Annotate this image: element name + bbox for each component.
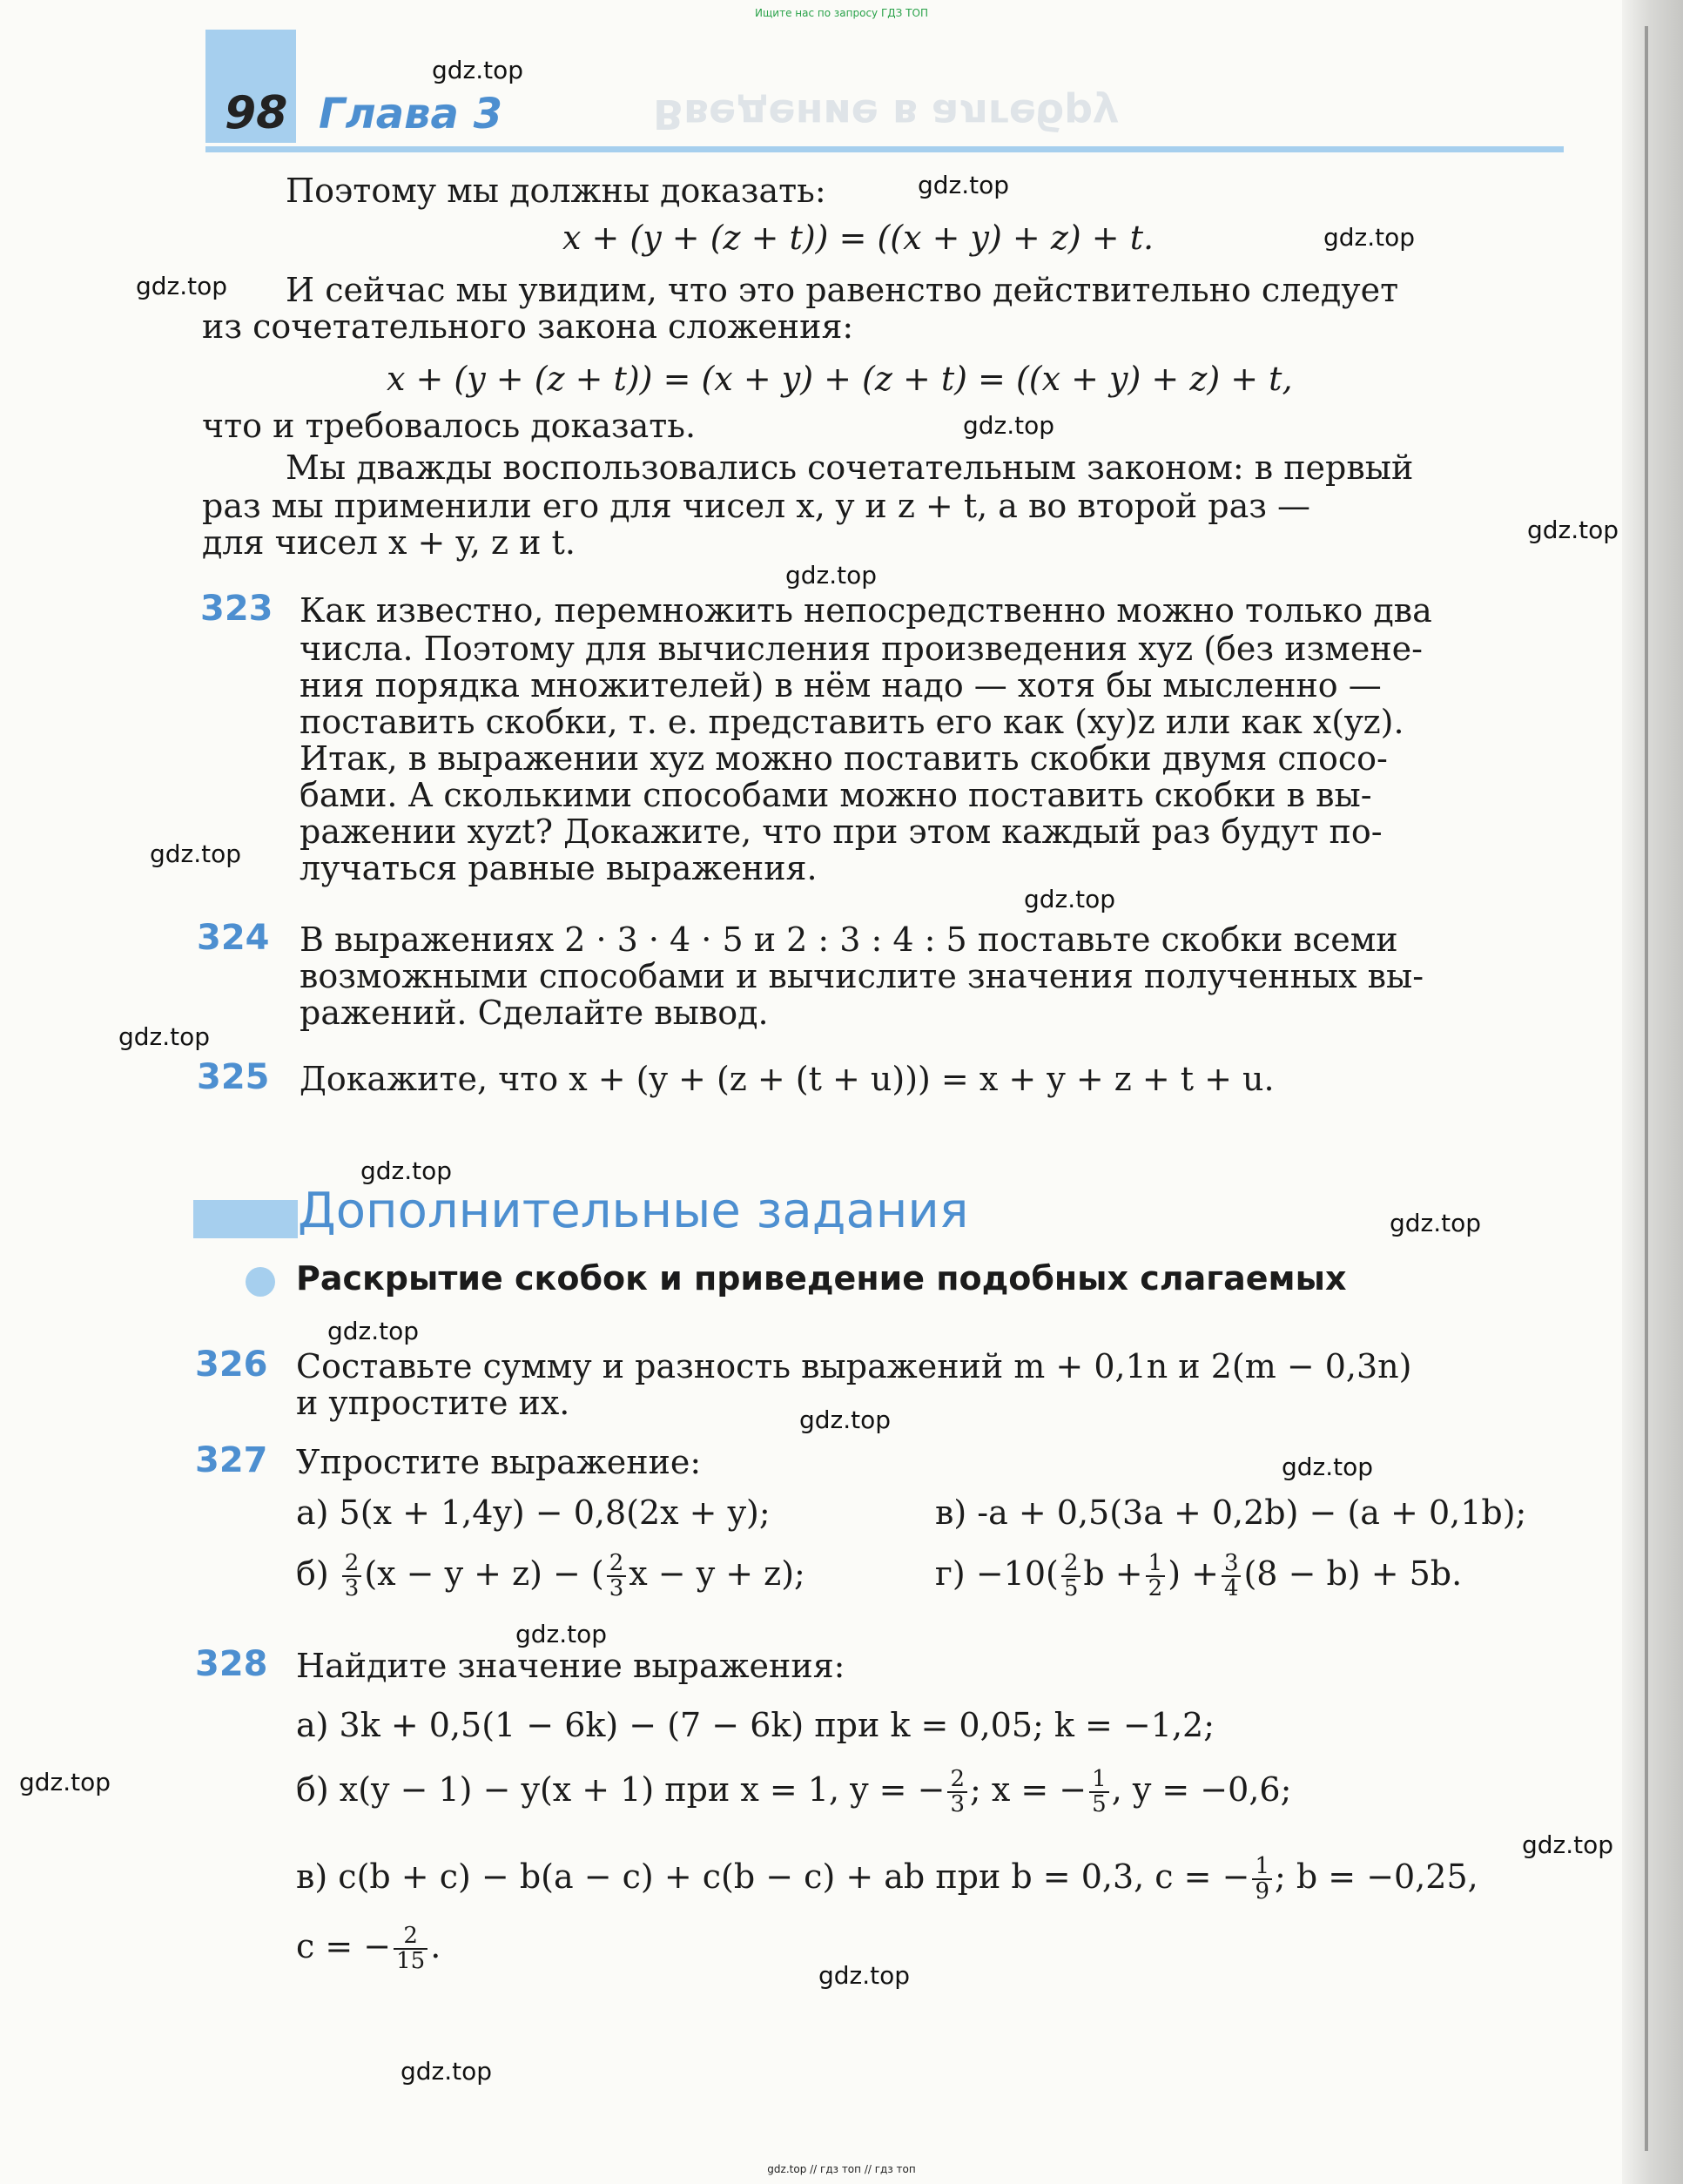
fraction: $\frac{3}{4}$ xyxy=(1222,1552,1242,1601)
text-line: лучаться равные выражения. xyxy=(300,849,818,887)
text-line: Итак, в выражении xyz можно поставить скобки двумя спосо- xyxy=(300,739,1388,778)
text-line: ражений. Сделайте вывод. xyxy=(300,994,769,1032)
watermark-label: gdz.top xyxy=(1323,223,1416,252)
exercise-v: в) c(b + c) − b(a − c) + c(b − c) + ab при b = 0,3, c = − $\frac{1}{9}$ ; b = −0,25, xyxy=(296,1853,1478,1905)
bottom-watermark: gdz.top // гдз топ // гдз топ xyxy=(767,2163,916,2175)
watermark-label: gdz.top xyxy=(1024,885,1116,913)
watermark-label: gdz.top xyxy=(1527,516,1619,544)
problem-number: 328 xyxy=(195,1644,268,1684)
exercise-v: в) -a + 0,5(3a + 0,2b) − (a + 0,1b); xyxy=(935,1493,1527,1532)
watermark-label: gdz.top xyxy=(799,1405,892,1434)
watermark-label: gdz.top xyxy=(401,2057,493,2086)
problem-number: 326 xyxy=(195,1345,268,1385)
text-line: Докажите, что x + (y + (z + (t + u))) = x + y + z + t + u. xyxy=(300,1060,1275,1098)
fraction: $\frac{2}{3}$ xyxy=(607,1552,627,1601)
text-line: раз мы применили его для чисел x, y и z + t, а во второй раз — xyxy=(202,487,1311,525)
text-line: числа. Поэтому для вычисления произведения xyz (без измене- xyxy=(300,630,1423,668)
watermark-label: gdz.top xyxy=(785,561,878,590)
exercise-g: г) −10( $\frac{2}{5}$ b + $\frac{1}{2}$ ) + $\frac{3}{4}$ (8 − b) + 5b. xyxy=(935,1550,1463,1602)
fraction: $\frac{1}{9}$ xyxy=(1252,1855,1272,1904)
chapter-title: Глава 3 xyxy=(319,90,503,138)
watermark-label: gdz.top xyxy=(432,56,524,84)
exercise-b: б) $\frac{2}{3}$ (x − y + z) − ( $\frac{2}{3}$ x − y + z); xyxy=(296,1550,805,1602)
text-line: Составьте сумму и разность выражений m + 0,1n и 2(m − 0,3n) xyxy=(296,1347,1412,1385)
watermark-label: gdz.top xyxy=(918,171,1010,199)
watermark-label: gdz.top xyxy=(1390,1209,1482,1237)
watermark-label: gdz.top xyxy=(1522,1830,1614,1859)
watermark-label: gdz.top xyxy=(818,1961,911,1990)
text-line: что и требовалось доказать. xyxy=(202,407,697,445)
section-title: Дополнительные задания xyxy=(298,1183,969,1239)
top-watermark: Ищите нас по запросу ГДЗ ТОП xyxy=(755,7,928,19)
header-rule xyxy=(205,146,1564,152)
problem-number: 324 xyxy=(197,918,270,958)
text-line: Мы дважды воспользовались сочетательным законом: в первый xyxy=(286,448,1414,487)
text-line: ния порядка множителей) в нём надо — хотя бы мысленно — xyxy=(300,666,1382,704)
problem-number: 325 xyxy=(197,1057,270,1097)
text-line: ражении xyzt? Докажите, что при этом каждый раз будут по- xyxy=(300,812,1383,851)
watermark-label: gdz.top xyxy=(360,1156,453,1185)
fraction: $\frac{1}{5}$ xyxy=(1089,1768,1109,1817)
text-line: бами. А сколькими способами можно поставить скобки в вы- xyxy=(300,776,1372,814)
watermark-label: gdz.top xyxy=(963,411,1055,440)
watermark-label: gdz.top xyxy=(136,272,228,300)
section-marker xyxy=(193,1200,298,1238)
fraction: $\frac{2}{15}$ xyxy=(394,1924,427,1974)
text-line: В выражениях 2 · 3 · 4 · 5 и 2 : 3 : 4 : 5 поставьте скобки всеми xyxy=(300,920,1398,959)
formula: x + (y + (z + t)) = ((x + y) + z) + t. xyxy=(562,219,1155,257)
binding-line xyxy=(1645,26,1648,2151)
bullet-icon xyxy=(246,1267,275,1297)
text-line: и упростите их. xyxy=(296,1384,570,1422)
watermark-label: gdz.top xyxy=(327,1317,420,1345)
text-line: Найдите значение выражения: xyxy=(296,1647,845,1685)
exercise-v-cont: c = − $\frac{2}{15}$ . xyxy=(296,1923,441,1975)
section-subtitle: Раскрытие скобок и приведение подобных слагаемых xyxy=(296,1259,1347,1298)
fraction: $\frac{2}{3}$ xyxy=(947,1768,967,1817)
formula: x + (y + (z + t)) = (x + y) + (z + t) = ((x + y) + z) + t, xyxy=(387,360,1293,398)
problem-number: 323 xyxy=(200,589,273,629)
text-line: Упростите выражение: xyxy=(296,1443,702,1481)
watermark-label: gdz.top xyxy=(19,1768,111,1796)
fraction: $\frac{1}{2}$ xyxy=(1146,1552,1166,1601)
text-line: из сочетательного закона сложения: xyxy=(202,307,854,346)
text-line: возможными способами и вычислите значения полученных вы- xyxy=(300,957,1424,995)
exercise-a: а) 5(x + 1,4y) − 0,8(2x + y); xyxy=(296,1493,771,1532)
page-number: 98 xyxy=(225,87,288,139)
fraction: $\frac{2}{5}$ xyxy=(1061,1552,1081,1601)
text-line: И сейчас мы увидим, что это равенство действительно следует xyxy=(286,271,1399,309)
exercise-a: а) 3k + 0,5(1 − 6k) − (7 − 6k) при k = 0,05; k = −1,2; xyxy=(296,1706,1215,1744)
exercise-b: б) x(y − 1) − y(x + 1) при x = 1, y = − $\frac{2}{3}$ ; x = − $\frac{1}{5}$ , y = −0,6; xyxy=(296,1766,1292,1818)
watermark-label: gdz.top xyxy=(515,1620,608,1648)
watermark-label: gdz.top xyxy=(150,839,242,868)
text-line: поставить скобки, т. е. представить его как (xy)z или как x(yz). xyxy=(300,703,1404,741)
text-line: Как известно, перемножить непосредственно можно только два xyxy=(300,591,1432,630)
page-edge-shadow xyxy=(1622,0,1683,2184)
bleed-through-title: Введение в алгебру xyxy=(653,91,1120,138)
fraction: $\frac{2}{3}$ xyxy=(342,1552,362,1601)
watermark-label: gdz.top xyxy=(118,1022,211,1051)
problem-number: 327 xyxy=(195,1440,268,1480)
text-line: для чисел x + y, z и t. xyxy=(202,523,576,562)
text-line: Поэтому мы должны доказать: xyxy=(286,172,826,210)
watermark-label: gdz.top xyxy=(1282,1453,1374,1481)
